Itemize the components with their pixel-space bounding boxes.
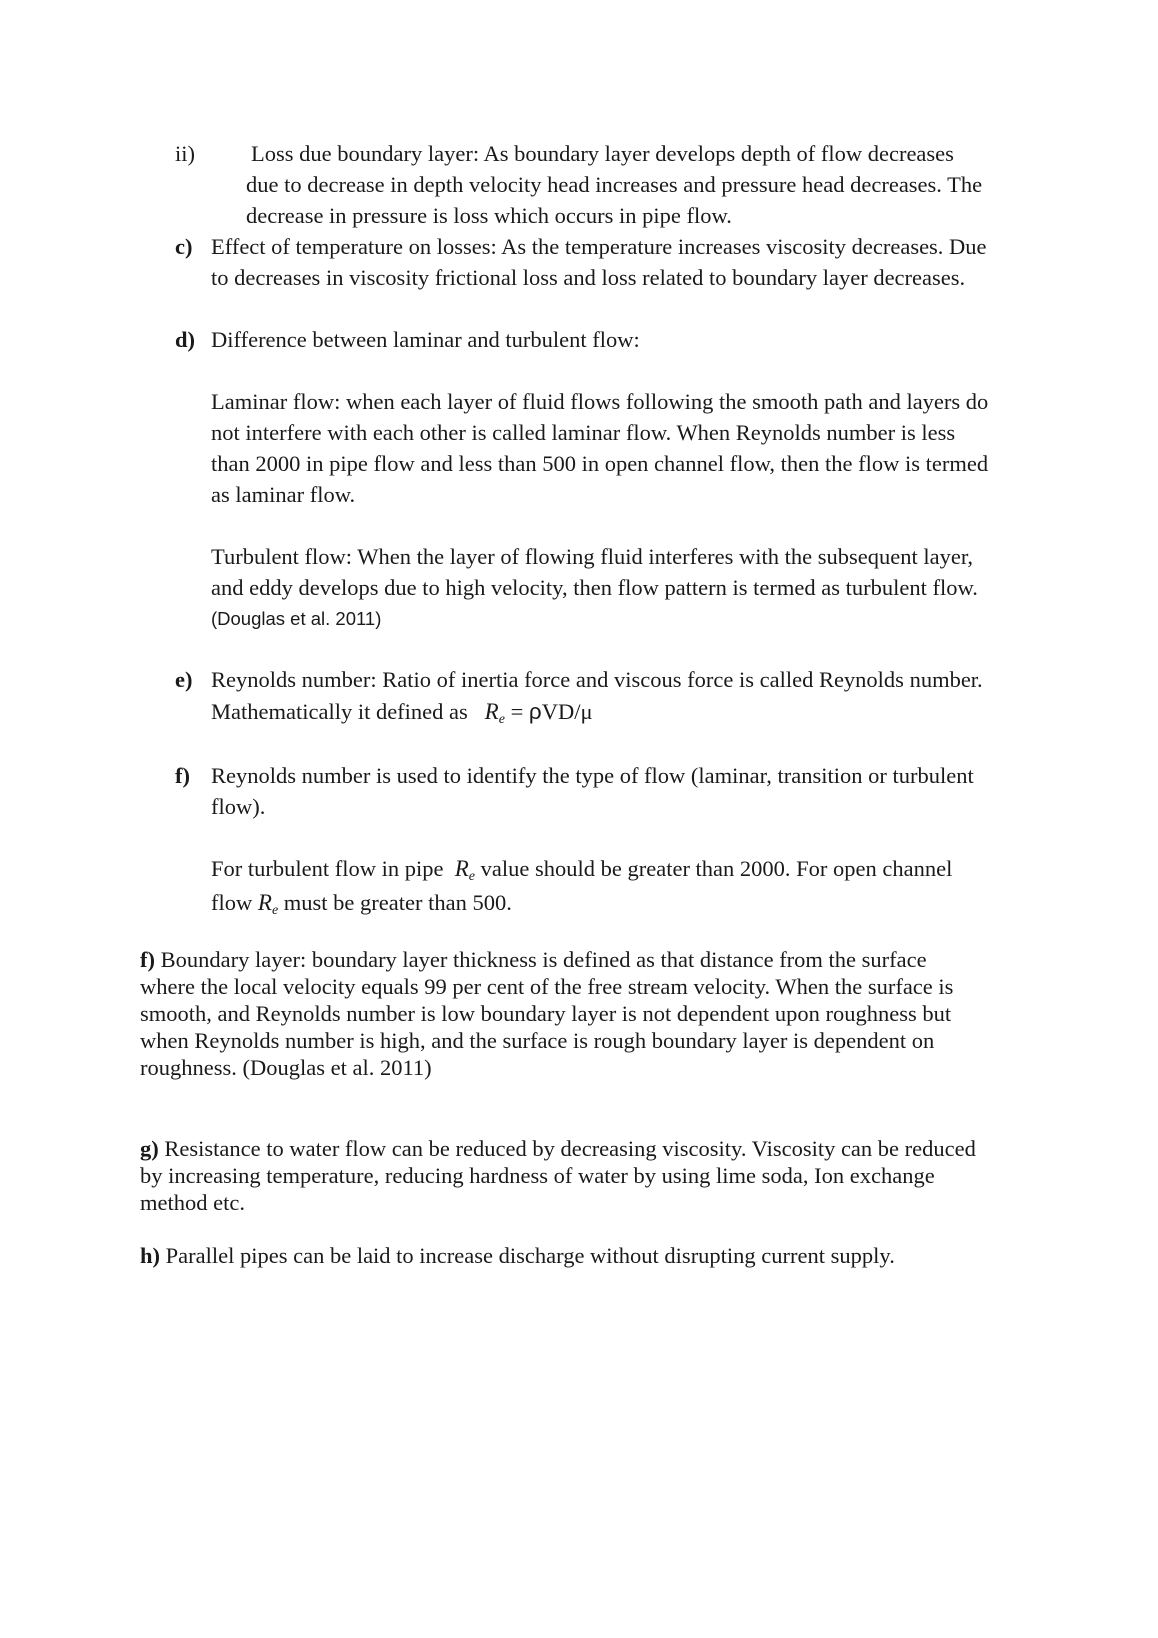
item-f1-line-3-suffix: value should be greater than 2000. For open channel bbox=[480, 856, 953, 881]
item-ii-line-1: Loss due boundary layer: As boundary layer develops depth of flow decreases bbox=[251, 141, 954, 166]
item-f2-label: f) bbox=[140, 947, 155, 972]
laminar-line-3: than 2000 in pipe flow and less than 500 in open channel flow, then the flow is termed bbox=[211, 451, 989, 476]
turbulent-citation: (Douglas et al. 2011) bbox=[211, 608, 382, 629]
item-f2-line-2: where the local velocity equals 99 per cent of the free stream velocity. When the surface is bbox=[140, 974, 954, 999]
item-f1-label: f) bbox=[175, 763, 190, 788]
turbulent-line-1: Turbulent flow: When the layer of flowing fluid interferes with the subsequent layer, bbox=[211, 544, 974, 569]
item-f1-line-4 bbox=[211, 887, 512, 926]
item-g-line-3: method etc. bbox=[140, 1190, 245, 1215]
symbol-r: R bbox=[454, 856, 469, 881]
formula-equals: = bbox=[504, 699, 529, 724]
item-f2-line-1 bbox=[140, 946, 953, 973]
item-f1-line-2: flow). bbox=[211, 794, 266, 819]
symbol-sub-e: e bbox=[271, 903, 279, 918]
formula-vd-mu: VD/μ bbox=[541, 699, 593, 724]
formula-r: R bbox=[484, 699, 499, 724]
item-f2-line-4: when Reynolds number is high, and the surface is rough boundary layer is dependent on bbox=[140, 1028, 935, 1053]
symbol-r: R bbox=[257, 890, 272, 915]
item-f2-line-1-text: Boundary layer: boundary layer thickness is defined as that distance from the surface bbox=[155, 947, 927, 972]
item-d-heading: Difference between laminar and turbulent flow: bbox=[211, 327, 640, 352]
item-h-line-1-text: Parallel pipes can be laid to increase discharge without disrupting current supply. bbox=[160, 1243, 895, 1268]
item-f1-line-4-suffix: must be greater than 500. bbox=[283, 890, 512, 915]
item-g-line-1 bbox=[140, 1135, 976, 1162]
item-e-line-2-prefix: Mathematically it defined as bbox=[211, 699, 468, 724]
item-e-line-1: Reynolds number: Ratio of inertia force and viscous force is called Reynolds number. bbox=[211, 667, 983, 692]
reynolds-symbol-channel bbox=[257, 890, 279, 918]
item-f2-line-3: smooth, and Reynolds number is low boundary layer is not dependent upon roughness but bbox=[140, 1001, 952, 1026]
item-e-label: e) bbox=[175, 667, 193, 692]
item-ii-line-3: decrease in pressure is loss which occurs in pipe flow. bbox=[246, 203, 732, 228]
laminar-line-2: not interfere with each other is called laminar flow. When Reynolds number is less bbox=[211, 420, 956, 445]
item-f1-line-1: Reynolds number is used to identify the type of flow (laminar, transition or turbulent bbox=[211, 763, 974, 788]
reynolds-symbol-pipe bbox=[454, 856, 476, 884]
item-h-paragraph bbox=[140, 1242, 895, 1269]
item-c-label: c) bbox=[175, 234, 193, 259]
laminar-line-1: Laminar flow: when each layer of fluid flows following the smooth path and layers do bbox=[211, 389, 989, 414]
item-f1-line-3-prefix: For turbulent flow in pipe bbox=[211, 856, 444, 881]
item-f1-line-4-prefix: flow bbox=[211, 890, 253, 915]
item-f2-line-5: roughness. (Douglas et al. 2011) bbox=[140, 1055, 432, 1080]
item-c-line-1: Effect of temperature on losses: As the temperature increases viscosity decreases. Due bbox=[211, 234, 987, 259]
item-ii-line-2: due to decrease in depth velocity head increases and pressure head decreases. The bbox=[246, 172, 983, 197]
reynolds-formula-symbol bbox=[484, 699, 505, 727]
item-h-line-1 bbox=[140, 1242, 895, 1269]
symbol-sub-e: e bbox=[468, 869, 476, 884]
item-g-line-1-text: Resistance to water flow can be reduced by decreasing viscosity. Viscosity can be reduced bbox=[158, 1136, 976, 1161]
item-g-paragraph bbox=[140, 1135, 976, 1216]
laminar-line-4: as laminar flow. bbox=[211, 482, 356, 507]
item-g-label: g) bbox=[140, 1136, 159, 1161]
item-ii-label: ii) bbox=[175, 141, 195, 166]
turbulent-line-2: and eddy develops due to high velocity, then flow pattern is termed as turbulent flow. bbox=[211, 575, 978, 600]
item-c-line-2: to decreases in viscosity frictional loss and loss related to boundary layer decreases. bbox=[211, 265, 966, 290]
item-g-line-2: by increasing temperature, reducing hardness of water by using lime soda, Ion exchange bbox=[140, 1163, 935, 1188]
formula-subscript-e: e bbox=[498, 712, 505, 727]
item-e-line-2 bbox=[211, 696, 593, 735]
item-f2-paragraph bbox=[140, 946, 953, 1081]
item-d-label: d) bbox=[175, 327, 196, 352]
formula-rho: ρ bbox=[528, 699, 542, 724]
item-h-label: h) bbox=[140, 1243, 161, 1268]
